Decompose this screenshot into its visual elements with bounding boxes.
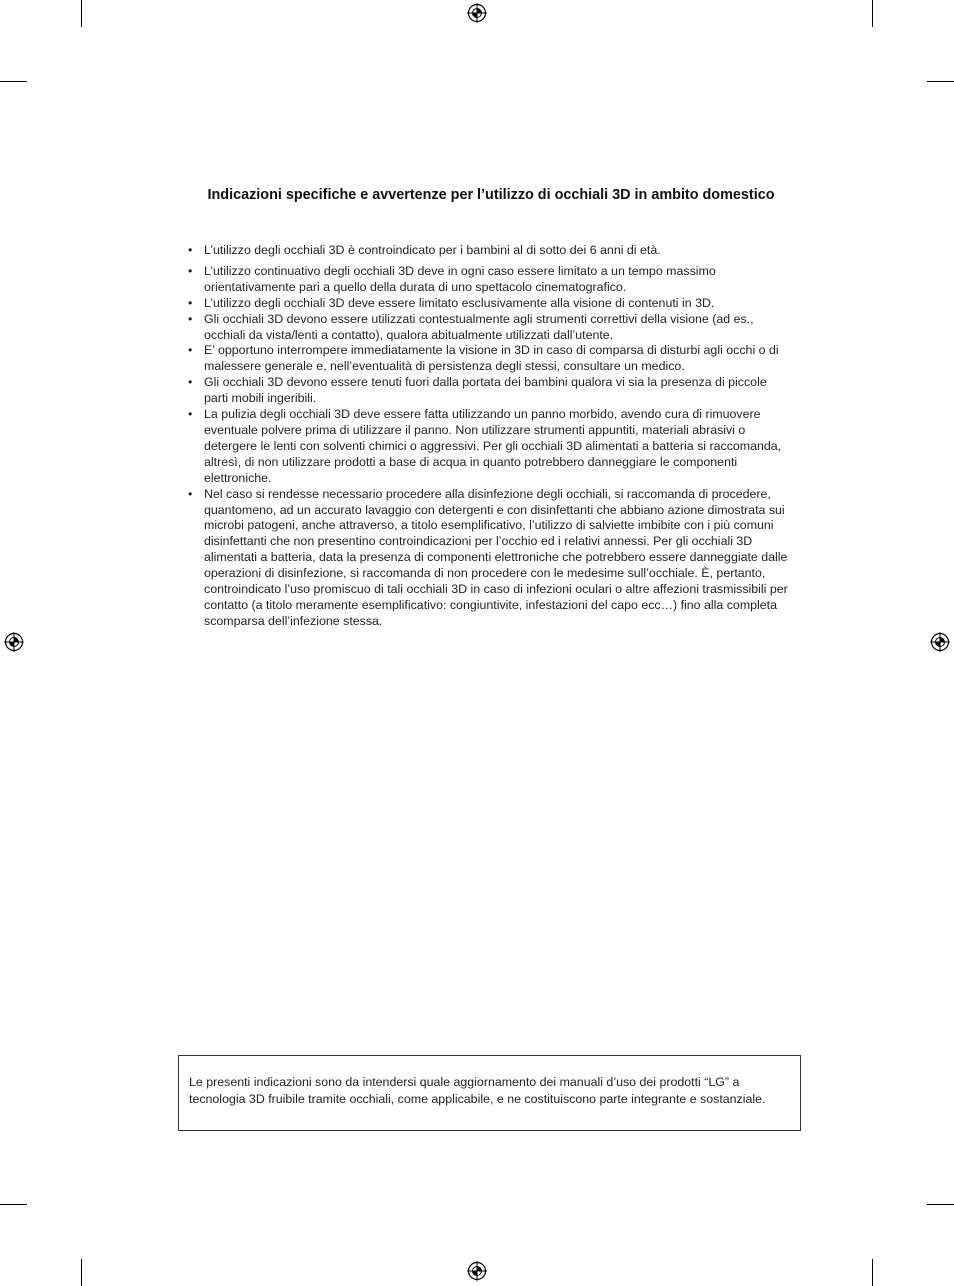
- list-item: • Nel caso si rendesse necessario procedere alla disinfezione degli occhiali, si raccomanda di procedere, quantomeno, ad un accurato lavaggio con detergenti e con disinfettanti che abbiano azione dimostrata sui microbi patogeni, anche attraverso, a titolo esemplificativo, l’utilizzo di salviette imbibite con i più comuni disinfettanti che non presentino controindicazioni per l’occhio ed i relativi annessi. Per gli occhiali 3D alimentati a batteria, data la presenza di componenti elettroniche che potrebbero essere danneggiate dalle operazioni di disinfezione, si raccomanda di non procedere con le medesime sull’occhiale. È, pertanto, controindicato l’uso promiscuo di tali occhiali 3D in caso di infezioni oculari o altre affezioni trasmissibili per contatto (a titolo meramente esemplificativo: congiuntivite, infestazioni del capo ecc…) fino alla completa scomparsa dell’infezione stessa.: [186, 487, 790, 630]
- crop-mark-bottom-right: [872, 1259, 873, 1286]
- registration-mark-right-icon: [930, 632, 950, 652]
- notice-box: [178, 1055, 801, 1131]
- crop-mark-left-bottom: [0, 1204, 27, 1205]
- list-item: • L’utilizzo continuativo degli occhiali 3D deve in ogni caso essere limitato a un tempo massimo orientativamente pari a quello della durata di uno spettacolo cinematografico.: [186, 264, 790, 296]
- list-item: • Gli occhiali 3D devono essere utilizzati contestualmente agli strumenti correttivi della visione (ad es., occhiali da vista/lenti a contatto), qualora abitualmente utilizzati dall’utente.: [186, 312, 790, 344]
- page-title: Indicazioni specifiche e avvertenze per l’utilizzo di occhiali 3D in ambito domestico: [207, 187, 775, 203]
- crop-mark-top-left: [81, 0, 82, 27]
- registration-mark-left-icon: [4, 632, 24, 652]
- crop-mark-right-bottom: [927, 1204, 954, 1205]
- crop-mark-bottom-left: [81, 1259, 82, 1286]
- crop-mark-top-right: [872, 0, 873, 27]
- list-item: • Gli occhiali 3D devono essere tenuti fuori dalla portata dei bambini qualora vi sia la presenza di piccole parti mobili ingeribili.: [186, 375, 790, 407]
- list-item: • L’utilizzo degli occhiali 3D è controindicato per i bambini al di sotto dei 6 anni di età.: [186, 243, 790, 259]
- warnings-list: [186, 243, 790, 630]
- list-item: • E’ opportuno interrompere immediatamente la visione in 3D in caso di comparsa di disturbi agli occhi o di malessere generale e, nell’eventualità di persistenza degli stessi, consultare un medico.: [186, 343, 790, 375]
- list-item: • L’utilizzo degli occhiali 3D deve essere limitato esclusivamente alla visione di contenuti in 3D.: [186, 296, 790, 312]
- notice-text: Le presenti indicazioni sono da intendersi quale aggiornamento dei manuali d’uso dei prodotti “LG” a tecnologia 3D fruibile tramite occhiali, come applicabile, e ne costituiscono parte integrante e sostanziale.: [189, 1075, 766, 1106]
- registration-mark-top-icon: [467, 3, 487, 23]
- crop-mark-right-top: [927, 81, 954, 82]
- crop-mark-left-top: [0, 81, 27, 82]
- list-item: • La pulizia degli occhiali 3D deve essere fatta utilizzando un panno morbido, avendo cura di rimuovere eventuale polvere prima di utilizzare il panno. Non utilizzare strumenti appuntiti, materiali abrasivi o detergere le lenti con solventi chimici o aggressivi. Per gli occhiali 3D alimentati a batteria si raccomanda, altresì, di non utilizzare prodotti a base di acqua in quanto potrebbero danneggiare le componenti elettroniche.: [186, 407, 790, 487]
- registration-mark-bottom-icon: [467, 1261, 487, 1281]
